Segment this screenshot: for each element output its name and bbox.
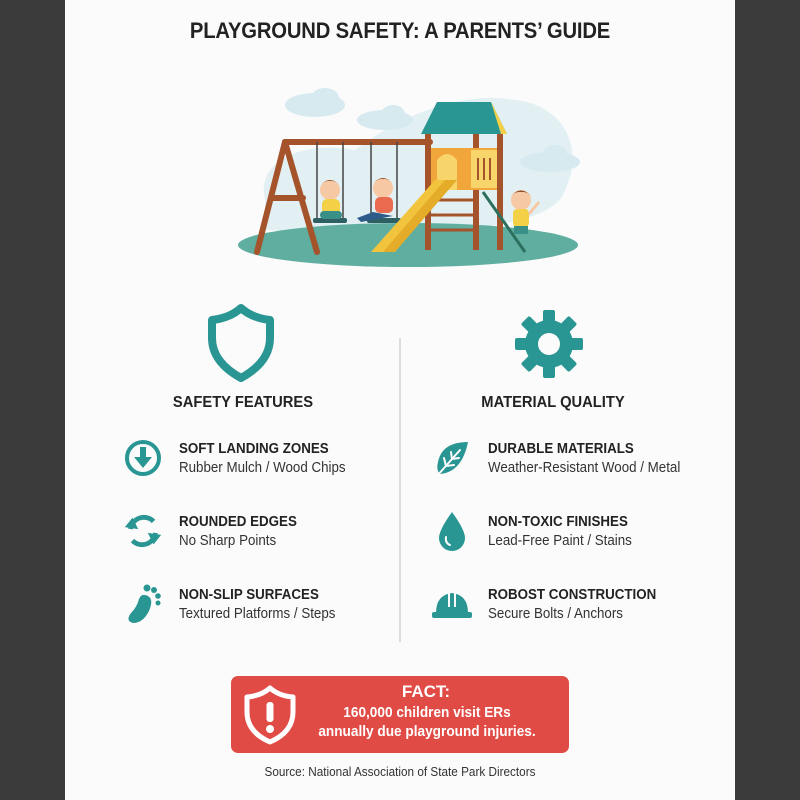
playground-illustration — [225, 80, 595, 270]
item-subtitle: Weather-Resistant Wood / Metal — [488, 459, 681, 476]
list-item-non-toxic — [430, 509, 644, 553]
item-title: NON-TOXIC FINISHES — [488, 513, 628, 530]
fact-label: FACT: — [401, 682, 451, 701]
item-subtitle: Rubber Mulch / Wood Chips — [179, 459, 346, 476]
item-title: ROUNDED EDGES — [179, 513, 297, 530]
fact-line-1: 160,000 children visit ERs — [343, 705, 511, 721]
shield-icon — [206, 302, 276, 382]
arrow-down-circle-icon — [121, 436, 165, 480]
list-item-non-slip — [121, 582, 349, 626]
item-subtitle: No Sharp Points — [179, 532, 277, 549]
source-citation: Source: National Association of State Park Directors — [264, 765, 536, 779]
item-subtitle: Lead-Free Paint / Stains — [488, 532, 632, 549]
hard-hat-icon — [430, 582, 474, 626]
fact-callout — [231, 676, 569, 753]
item-title: NON-SLIP SURFACES — [179, 586, 319, 603]
list-item-rounded-edges — [121, 509, 307, 553]
safety-features-heading: SAFETY FEATURES — [172, 394, 314, 411]
rotate-arrows-icon — [121, 509, 165, 553]
leaf-icon — [430, 436, 474, 480]
list-item-durable-materials — [430, 436, 697, 480]
fact-body — [299, 704, 555, 742]
item-subtitle: Secure Bolts / Anchors — [488, 605, 623, 622]
fact-line-2: annually due playground injuries. — [318, 724, 536, 740]
footprint-icon — [121, 582, 165, 626]
list-item-soft-landing — [121, 436, 360, 480]
item-title: DURABLE MATERIALS — [488, 440, 634, 457]
list-item-robust-construction — [430, 582, 671, 626]
gear-icon — [514, 304, 584, 384]
droplet-icon — [430, 509, 474, 553]
column-divider — [399, 338, 401, 642]
item-subtitle: Textured Platforms / Steps — [179, 605, 336, 622]
item-title: SOFT LANDING ZONES — [179, 440, 329, 457]
page-title: PLAYGROUND SAFETY: A PARENTS’ GUIDE — [189, 18, 611, 43]
item-title: ROBOST CONSTRUCTION — [488, 586, 657, 603]
material-quality-heading: MATERIAL QUALITY — [481, 394, 625, 411]
